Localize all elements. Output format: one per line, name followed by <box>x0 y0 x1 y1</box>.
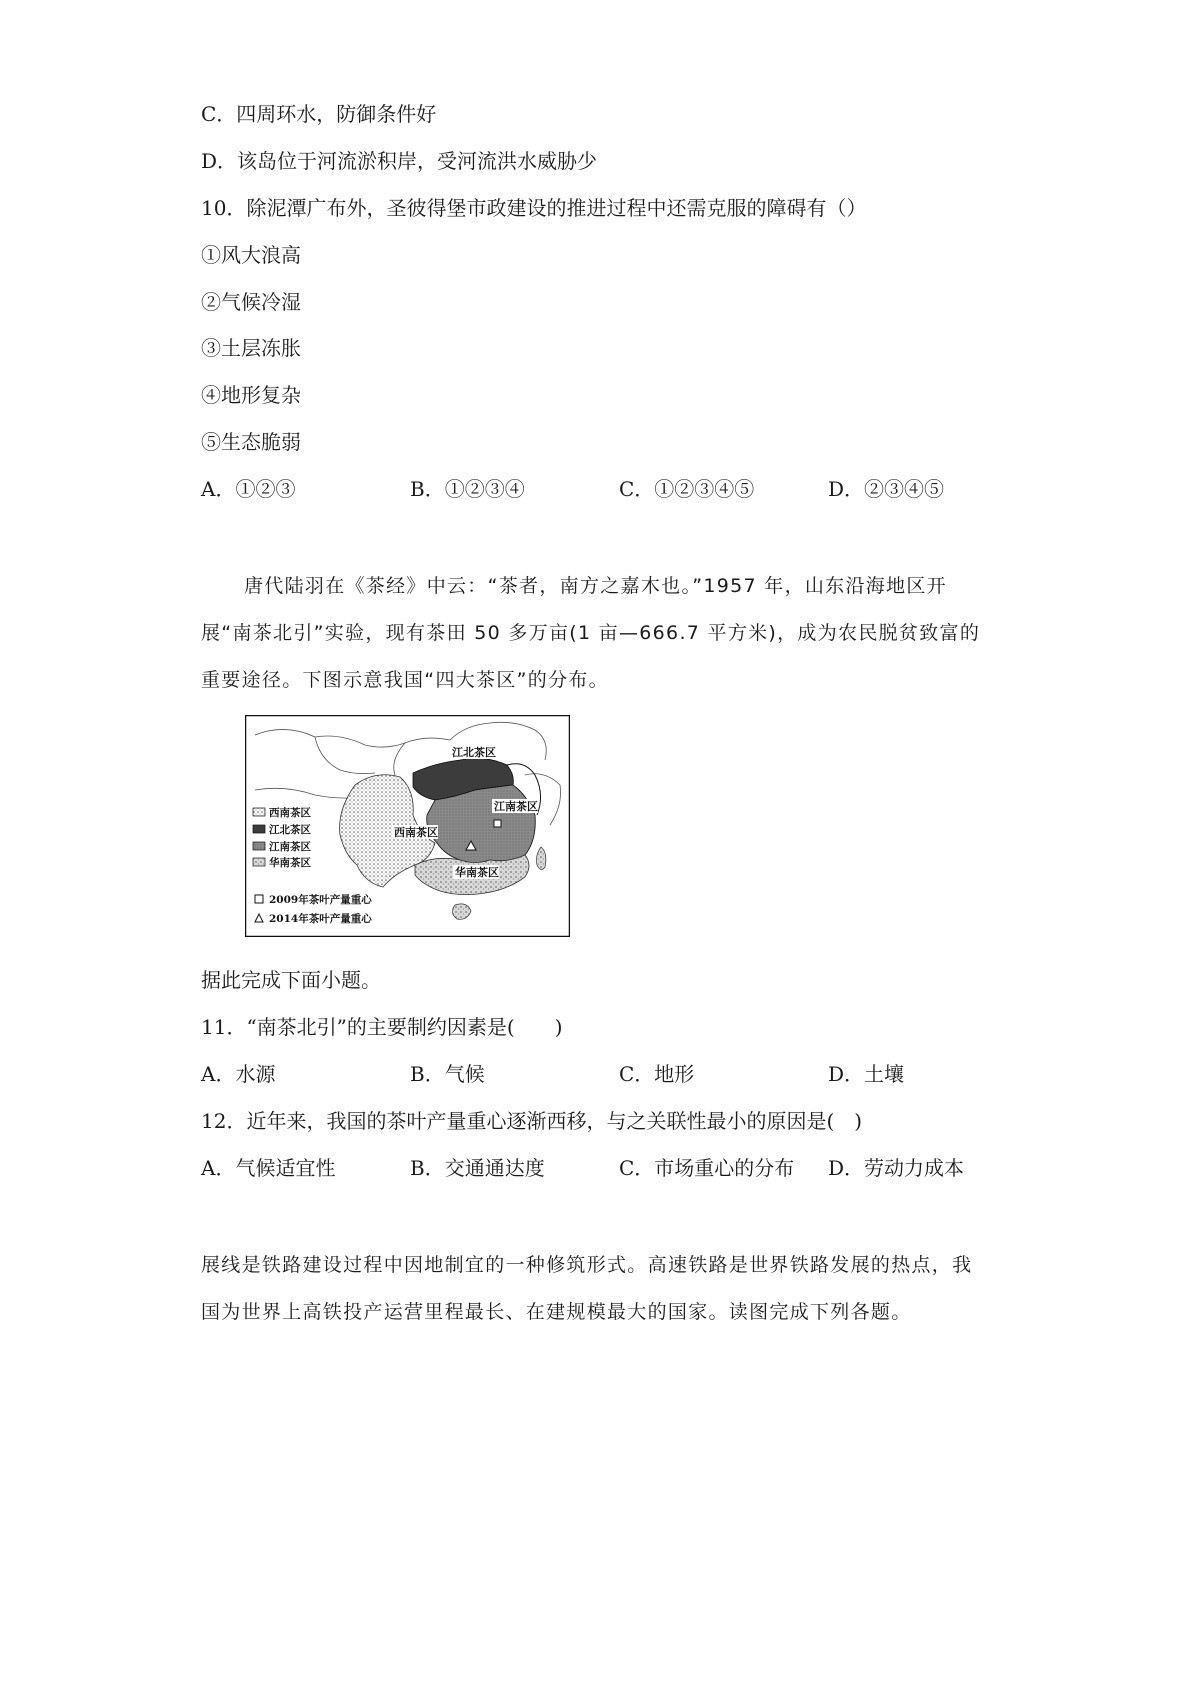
label-jiangnan: 江南茶区 <box>494 800 538 813</box>
q9-option-d: D．该岛位于河流淤积岸，受河流洪水威胁少 <box>201 149 598 173</box>
tea-regions-map <box>245 715 570 937</box>
legend-xinan: 西南茶区 <box>269 807 311 819</box>
legend-center-2014: 2014年茶叶产量重心 <box>269 913 372 925</box>
q10-stem: 10．除泥潭广布外，圣彼得堡市政建设的推进过程中还需克服的障碍有（） <box>201 196 867 220</box>
q10-item-3: ③土层冻胀 <box>201 336 301 360</box>
center-2009-marker <box>494 820 501 827</box>
legend-jiangbei: 江北茶区 <box>269 824 311 836</box>
q12-option-a: A．气候适宜性 <box>201 1156 336 1180</box>
legend-jiangnan: 江南茶区 <box>269 841 311 853</box>
rail-passage-line-1: 展线是铁路建设过程中因地制宜的一种修筑形式。高速铁路是世界铁路发展的热点，我 <box>201 1254 973 1276</box>
q10-item-5: ⑤生态脆弱 <box>201 430 301 454</box>
q11-option-b: B．气候 <box>410 1062 485 1086</box>
tea-passage-line-3: 重要途径。下图示意我国“四大茶区”的分布。 <box>201 669 609 691</box>
q12-option-b: B．交通通达度 <box>410 1156 545 1180</box>
q10-option-a: A．①②③ <box>201 477 296 501</box>
q10-option-d: D．②③④⑤ <box>828 477 945 501</box>
q9-option-c: C．四周环水，防御条件好 <box>201 102 437 126</box>
label-jiangbei: 江北茶区 <box>452 746 496 759</box>
q12-option-d: D．劳动力成本 <box>828 1156 965 1180</box>
instruction-text: 据此完成下面小题。 <box>201 968 381 992</box>
q10-option-c: C．①②③④⑤ <box>619 477 755 501</box>
q12-option-c: C．市场重心的分布 <box>619 1156 795 1180</box>
tea-passage-line-2: 展“南茶北引”实验，现有茶田 50 多万亩(1 亩—666.7 平方米)，成为农民脱贫致富的 <box>201 622 981 644</box>
q11-stem: 11．“南茶北引”的主要制约因素是( ) <box>201 1015 563 1039</box>
q11-option-c: C．地形 <box>619 1062 695 1086</box>
q10-item-1: ①风大浪高 <box>201 243 301 267</box>
tea-passage-line-1: 唐代陆羽在《茶经》中云：“茶者，南方之嘉木也。”1957 年，山东沿海地区开 <box>244 575 947 597</box>
q10-item-2: ②气候冷湿 <box>201 290 301 314</box>
q11-option-d: D．土壤 <box>828 1062 905 1086</box>
legend-center-2009: 2009年茶叶产量重心 <box>269 894 372 906</box>
q10-item-4: ④地形复杂 <box>201 383 301 407</box>
rail-passage-line-2: 国为世界上高铁投产运营里程最长、在建规模最大的国家。读图完成下列各题。 <box>201 1301 912 1323</box>
q10-option-b: B．①②③④ <box>410 477 525 501</box>
label-xinan: 西南茶区 <box>394 826 438 839</box>
q11-option-a: A．水源 <box>201 1062 276 1086</box>
q12-stem: 12．近年来，我国的茶叶产量重心逐渐西移，与之关联性最小的原因是( ) <box>201 1109 863 1133</box>
legend-huanan: 华南茶区 <box>269 857 311 869</box>
label-huanan: 华南茶区 <box>455 866 499 879</box>
